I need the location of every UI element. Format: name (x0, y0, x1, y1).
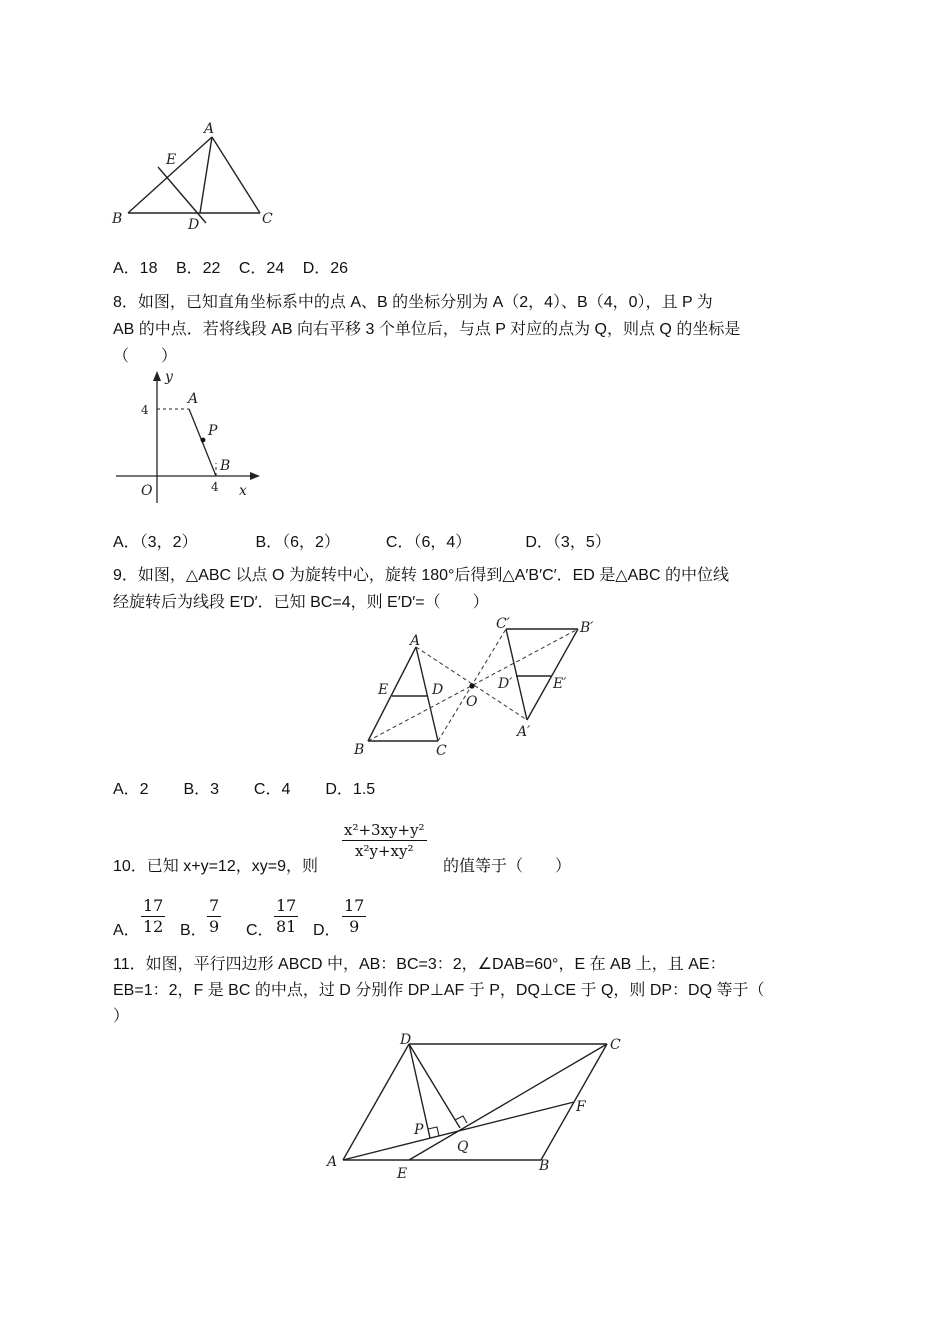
q9-option-a[interactable]: A．2 (113, 781, 149, 798)
q11-label-B: B (539, 1158, 550, 1174)
q8-label-O: O (141, 483, 153, 499)
q11-stem-line1: 11．如图，平行四边形 ABCD 中，AB：BC=3：2，∠DAB=60°，E 在 AB 上，且 AE： (113, 956, 726, 973)
q11-label-Q: Q (457, 1139, 469, 1155)
q9-label-O: O (466, 694, 478, 710)
q8-stem-line1: 8．如图，已知直角坐标系中的点 A、B 的坐标分别为 A（2，4）、B（4，0），且 P 为 (113, 294, 713, 311)
q9-option-d[interactable]: D．1.5 (325, 781, 376, 798)
q10-stem-suffix: 的值等于（ ） (443, 858, 572, 875)
q11-label-P: P (414, 1122, 424, 1138)
q7-label-A: A (204, 121, 215, 137)
q10-expression-numerator: x²+3xy+y² (344, 821, 425, 839)
q11-parallelogram-figure (320, 1025, 640, 1185)
q10-option-c-fraction[interactable] (274, 896, 298, 937)
q9-label-B: B (354, 742, 365, 758)
q9-stem-line1: 9．如图，△ABC 以点 O 为旋转中心，旋转 180°后得到△A′B′C′．ED 是△ABC 的中位线 (113, 567, 729, 584)
q10-expression-fraction (342, 820, 427, 861)
q11-stem-line3: ） (113, 1008, 130, 1025)
q11-label-F: F (576, 1099, 586, 1115)
q9-label-D: D (432, 682, 444, 698)
q8-label-x: x (239, 483, 247, 499)
q8-option-b[interactable]: B．（6，2） (255, 534, 340, 551)
q9-stem-line2: 经旋转后为线段 E′D′．已知 BC=4，则 E′D′=（ ） (113, 594, 489, 611)
q9-label-E: E (378, 682, 389, 698)
q9-label-D-prime: D′ (498, 676, 513, 692)
q8-label-y: y (165, 369, 173, 385)
q9-label-C-prime: C′ (496, 616, 510, 632)
q9-label-A-prime: A′ (517, 724, 531, 740)
q8-tick-4-x: 4 (211, 480, 219, 494)
q10-option-d-label[interactable]: D． (313, 922, 341, 939)
q10-option-d-num: 17 (344, 896, 365, 915)
q7-label-C: C (262, 211, 273, 227)
q10-option-b-den: 9 (209, 917, 220, 936)
q10-expression-denominator: x²y+xy² (355, 842, 414, 860)
q9-option-b[interactable]: B．3 (183, 781, 220, 798)
q8-tick-4-y: 4 (141, 403, 149, 417)
q8-option-a[interactable]: A．（3，2） (113, 534, 198, 551)
q7-label-D: D (188, 217, 200, 233)
q11-label-C: C (610, 1037, 621, 1053)
q9-label-C: C (436, 743, 447, 759)
q7-option-c[interactable]: C．24 (238, 260, 285, 277)
q10-option-c-den: 81 (276, 917, 297, 936)
q8-options (113, 529, 611, 557)
q10-option-b-fraction[interactable] (207, 896, 221, 937)
q8-label-B: B (220, 458, 231, 474)
q11-stem-line2: EB=1：2，F 是 BC 的中点，过 D 分别作 DP⊥AF 于 P，DQ⊥CE 于 Q，则 DP：DQ 等于（ (113, 982, 765, 999)
q9-label-B-prime: B′ (580, 620, 594, 636)
q8-option-c[interactable]: C．（6，4） (385, 534, 472, 551)
q10-option-a-fraction[interactable] (141, 896, 165, 937)
q9-rotation-figure (350, 612, 610, 762)
q10-option-c-label[interactable]: C． (246, 922, 274, 939)
q11-label-A: A (327, 1154, 338, 1170)
q10-option-b-label[interactable]: B． (180, 922, 207, 939)
q10-stem-prefix: 10．已知 x+y=12，xy=9，则 (113, 858, 318, 875)
q10-option-b-num: 7 (209, 896, 220, 915)
q8-option-d[interactable]: D．（3，5） (525, 534, 611, 551)
q7-label-B: B (112, 211, 123, 227)
q10-option-a-den: 12 (143, 917, 164, 936)
q8-stem-line3: （ ） (113, 348, 178, 365)
q8-label-P: P (208, 423, 218, 439)
q8-stem-line2: AB 的中点．若将线段 AB 向右平移 3 个单位后，与点 P 对应的点为 Q，则点 Q 的坐标是 (113, 321, 741, 338)
q10-option-d-fraction[interactable] (342, 896, 366, 937)
q10-option-c-num: 17 (276, 896, 297, 915)
q7-triangle-figure (100, 115, 300, 240)
q8-coordinate-figure (108, 365, 268, 505)
q9-label-A: A (410, 633, 421, 649)
q11-label-D: D (400, 1032, 412, 1048)
q7-option-d[interactable]: D．26 (302, 260, 349, 277)
q7-option-a[interactable]: A．18 (113, 260, 158, 277)
q9-option-c[interactable]: C．4 (253, 781, 291, 798)
q9-label-E-prime: E′ (553, 676, 567, 692)
q7-option-b[interactable]: B．22 (175, 260, 221, 277)
q10-option-d-den: 9 (349, 917, 360, 936)
q11-label-E: E (397, 1166, 408, 1182)
q10-option-a-num: 17 (143, 896, 164, 915)
q8-label-A: A (188, 391, 199, 407)
q9-options (113, 776, 375, 804)
q10-option-a-label[interactable]: A． (113, 922, 140, 939)
q7-label-E: E (166, 152, 177, 168)
q7-options (113, 255, 348, 283)
